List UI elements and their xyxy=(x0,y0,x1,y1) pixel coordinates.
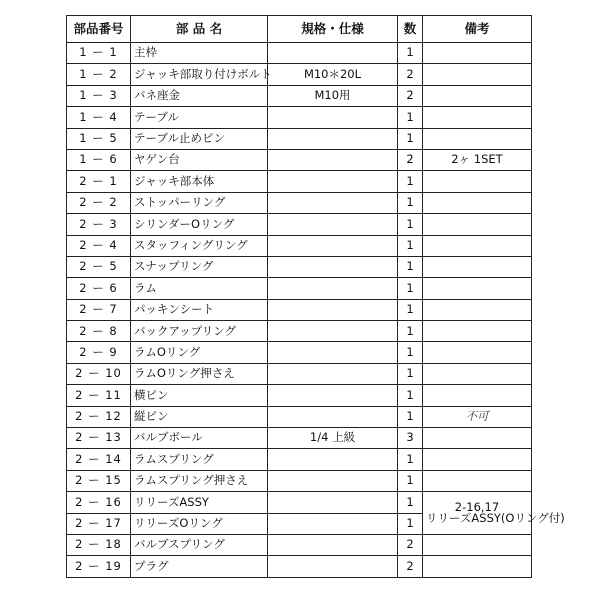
part-name-cell: パッキンシート xyxy=(131,299,268,320)
spec-cell xyxy=(268,128,398,149)
part-number-cell: 2 ー 9 xyxy=(67,342,131,363)
part-name-cell: ヤゲン台 xyxy=(131,149,268,170)
qty-cell: 3 xyxy=(398,428,423,449)
note-cell xyxy=(423,128,532,149)
table-row xyxy=(67,492,532,513)
table-row xyxy=(67,470,532,491)
part-name-cell: テーブル止めピン xyxy=(131,128,268,149)
part-number-cell: 2 ー 11 xyxy=(67,385,131,406)
qty-cell: 1 xyxy=(398,256,423,277)
part-name-cell: ラム xyxy=(131,278,268,299)
spec-cell xyxy=(268,235,398,256)
spec-cell xyxy=(268,43,398,64)
qty-cell: 1 xyxy=(398,363,423,384)
table-row xyxy=(67,192,532,213)
qty-cell: 1 xyxy=(398,449,423,470)
qty-cell: 1 xyxy=(398,342,423,363)
part-number-cell: 2 ー 3 xyxy=(67,214,131,235)
part-number-cell: 2 ー 10 xyxy=(67,363,131,384)
table-row xyxy=(67,363,532,384)
table-row xyxy=(67,85,532,106)
qty-cell: 1 xyxy=(398,171,423,192)
table-row xyxy=(67,321,532,342)
spec-cell xyxy=(268,470,398,491)
qty-cell: 1 xyxy=(398,235,423,256)
spec-cell xyxy=(268,513,398,534)
part-name-cell: バルブボール xyxy=(131,428,268,449)
qty-cell: 2 xyxy=(398,149,423,170)
spec-cell xyxy=(268,299,398,320)
table-row xyxy=(67,299,532,320)
spec-cell xyxy=(268,534,398,555)
spec-cell xyxy=(268,256,398,277)
note-cell xyxy=(423,363,532,384)
qty-cell: 1 xyxy=(398,299,423,320)
part-name-cell: ラムスプリング押さえ xyxy=(131,470,268,491)
part-name-cell: ジャッキ部本体 xyxy=(131,171,268,192)
part-name-cell: テーブル xyxy=(131,107,268,128)
part-name-cell: ラムスプリング xyxy=(131,449,268,470)
part-name-cell: リリーズASSY xyxy=(131,492,268,513)
table-row xyxy=(67,406,532,427)
part-name-cell: ジャッキ部取り付けボルト xyxy=(131,64,268,85)
part-name-cell: リリーズOリング xyxy=(131,513,268,534)
note-cell xyxy=(423,171,532,192)
note-cell xyxy=(423,342,532,363)
header-part-number: 部品番号 xyxy=(67,16,131,43)
part-number-cell: 2 ー 2 xyxy=(67,192,131,213)
part-number-cell: 2 ー 14 xyxy=(67,449,131,470)
part-number-cell: 1 ー 2 xyxy=(67,64,131,85)
qty-cell: 1 xyxy=(398,321,423,342)
table-row xyxy=(67,385,532,406)
note-cell xyxy=(423,235,532,256)
table-row xyxy=(67,149,532,170)
part-number-cell: 2 ー 1 xyxy=(67,171,131,192)
part-number-cell: 1 ー 6 xyxy=(67,149,131,170)
table-row xyxy=(67,556,532,577)
spec-cell xyxy=(268,342,398,363)
table-row xyxy=(67,128,532,149)
note-cell xyxy=(423,256,532,277)
part-name-cell: ストッパーリング xyxy=(131,192,268,213)
part-number-cell: 2 ー 12 xyxy=(67,406,131,427)
part-number-cell: 2 ー 4 xyxy=(67,235,131,256)
header-part-name: 部 品 名 xyxy=(131,16,268,43)
note-cell: 2ヶ 1SET xyxy=(423,149,532,170)
header-row xyxy=(67,16,532,43)
note-cell xyxy=(423,43,532,64)
note-cell xyxy=(423,107,532,128)
note-cell xyxy=(423,449,532,470)
note-cell xyxy=(423,470,532,491)
spec-cell xyxy=(268,278,398,299)
part-name-cell: プラグ xyxy=(131,556,268,577)
note-cell xyxy=(423,534,532,555)
table-row xyxy=(67,64,532,85)
note-cell xyxy=(423,278,532,299)
part-number-cell: 2 ー 18 xyxy=(67,534,131,555)
part-number-cell: 1 ー 4 xyxy=(67,107,131,128)
note-cell xyxy=(423,321,532,342)
part-number-cell: 2 ー 13 xyxy=(67,428,131,449)
qty-cell: 1 xyxy=(398,107,423,128)
qty-cell: 1 xyxy=(398,492,423,513)
qty-cell: 2 xyxy=(398,85,423,106)
part-name-cell: バックアップリング xyxy=(131,321,268,342)
spec-cell xyxy=(268,321,398,342)
table-row xyxy=(67,534,532,555)
part-number-cell: 2 ー 16 xyxy=(67,492,131,513)
part-number-cell: 2 ー 8 xyxy=(67,321,131,342)
spec-cell xyxy=(268,406,398,427)
part-name-cell: スタッフィングリング xyxy=(131,235,268,256)
spec-cell xyxy=(268,149,398,170)
part-name-cell: ラムOリング xyxy=(131,342,268,363)
note-cell xyxy=(423,299,532,320)
part-number-cell: 1 ー 3 xyxy=(67,85,131,106)
table-row xyxy=(67,43,532,64)
qty-cell: 1 xyxy=(398,278,423,299)
merged-note-line2: リリーズASSY(Oリング付) xyxy=(426,511,565,526)
part-name-cell: バネ座金 xyxy=(131,85,268,106)
note-cell: 不可 xyxy=(423,406,532,427)
part-name-cell: シリンダーOリング xyxy=(131,214,268,235)
spec-cell xyxy=(268,556,398,577)
part-number-cell: 2 ー 19 xyxy=(67,556,131,577)
qty-cell: 1 xyxy=(398,385,423,406)
spec-cell: M10＊20L xyxy=(268,64,398,85)
part-number-cell: 2 ー 5 xyxy=(67,256,131,277)
part-name-cell: ラムOリング押さえ xyxy=(131,363,268,384)
header-qty: 数 xyxy=(398,16,423,43)
spec-cell xyxy=(268,214,398,235)
table-row xyxy=(67,107,532,128)
table-row xyxy=(67,235,532,256)
table-row xyxy=(67,171,532,192)
part-number-cell: 2 ー 15 xyxy=(67,470,131,491)
spec-cell xyxy=(268,363,398,384)
table-row xyxy=(67,214,532,235)
qty-cell: 1 xyxy=(398,128,423,149)
qty-cell: 1 xyxy=(398,513,423,534)
part-name-cell: スナップリング xyxy=(131,256,268,277)
note-cell xyxy=(423,385,532,406)
note-cell xyxy=(423,64,532,85)
qty-cell: 2 xyxy=(398,64,423,85)
part-name-cell: バルブスプリング xyxy=(131,534,268,555)
spec-cell: 1/4 上級 xyxy=(268,428,398,449)
part-number-cell: 1 ー 5 xyxy=(67,128,131,149)
spec-cell xyxy=(268,492,398,513)
table-row xyxy=(67,342,532,363)
qty-cell: 1 xyxy=(398,214,423,235)
merged-note-line1: 2-16,17 xyxy=(454,499,500,514)
merged-note-cell xyxy=(423,492,565,535)
spec-cell xyxy=(268,192,398,213)
qty-cell: 2 xyxy=(398,534,423,555)
note-cell xyxy=(423,85,532,106)
spec-cell xyxy=(268,449,398,470)
spec-cell xyxy=(268,171,398,192)
part-number-cell: 1 ー 1 xyxy=(67,43,131,64)
header-spec: 規格・仕様 xyxy=(268,16,398,43)
part-number-cell: 2 ー 7 xyxy=(67,299,131,320)
table-row xyxy=(67,256,532,277)
qty-cell: 1 xyxy=(398,470,423,491)
qty-cell: 1 xyxy=(398,192,423,213)
parts-list-table xyxy=(66,15,565,578)
part-number-cell: 2 ー 17 xyxy=(67,513,131,534)
note-cell xyxy=(423,192,532,213)
qty-cell: 2 xyxy=(398,556,423,577)
part-number-cell: 2 ー 6 xyxy=(67,278,131,299)
qty-cell: 1 xyxy=(398,43,423,64)
part-name-cell: 縦ピン xyxy=(131,406,268,427)
header-note: 備考 xyxy=(423,16,532,43)
part-name-cell: 主枠 xyxy=(131,43,268,64)
spec-cell xyxy=(268,107,398,128)
note-cell xyxy=(423,214,532,235)
note-cell xyxy=(423,428,532,449)
table-row xyxy=(67,428,532,449)
part-name-cell: 横ピン xyxy=(131,385,268,406)
spec-cell: M10用 xyxy=(268,85,398,106)
note-cell xyxy=(423,556,532,577)
qty-cell: 1 xyxy=(398,406,423,427)
table-row xyxy=(67,278,532,299)
table-row xyxy=(67,449,532,470)
spec-cell xyxy=(268,385,398,406)
